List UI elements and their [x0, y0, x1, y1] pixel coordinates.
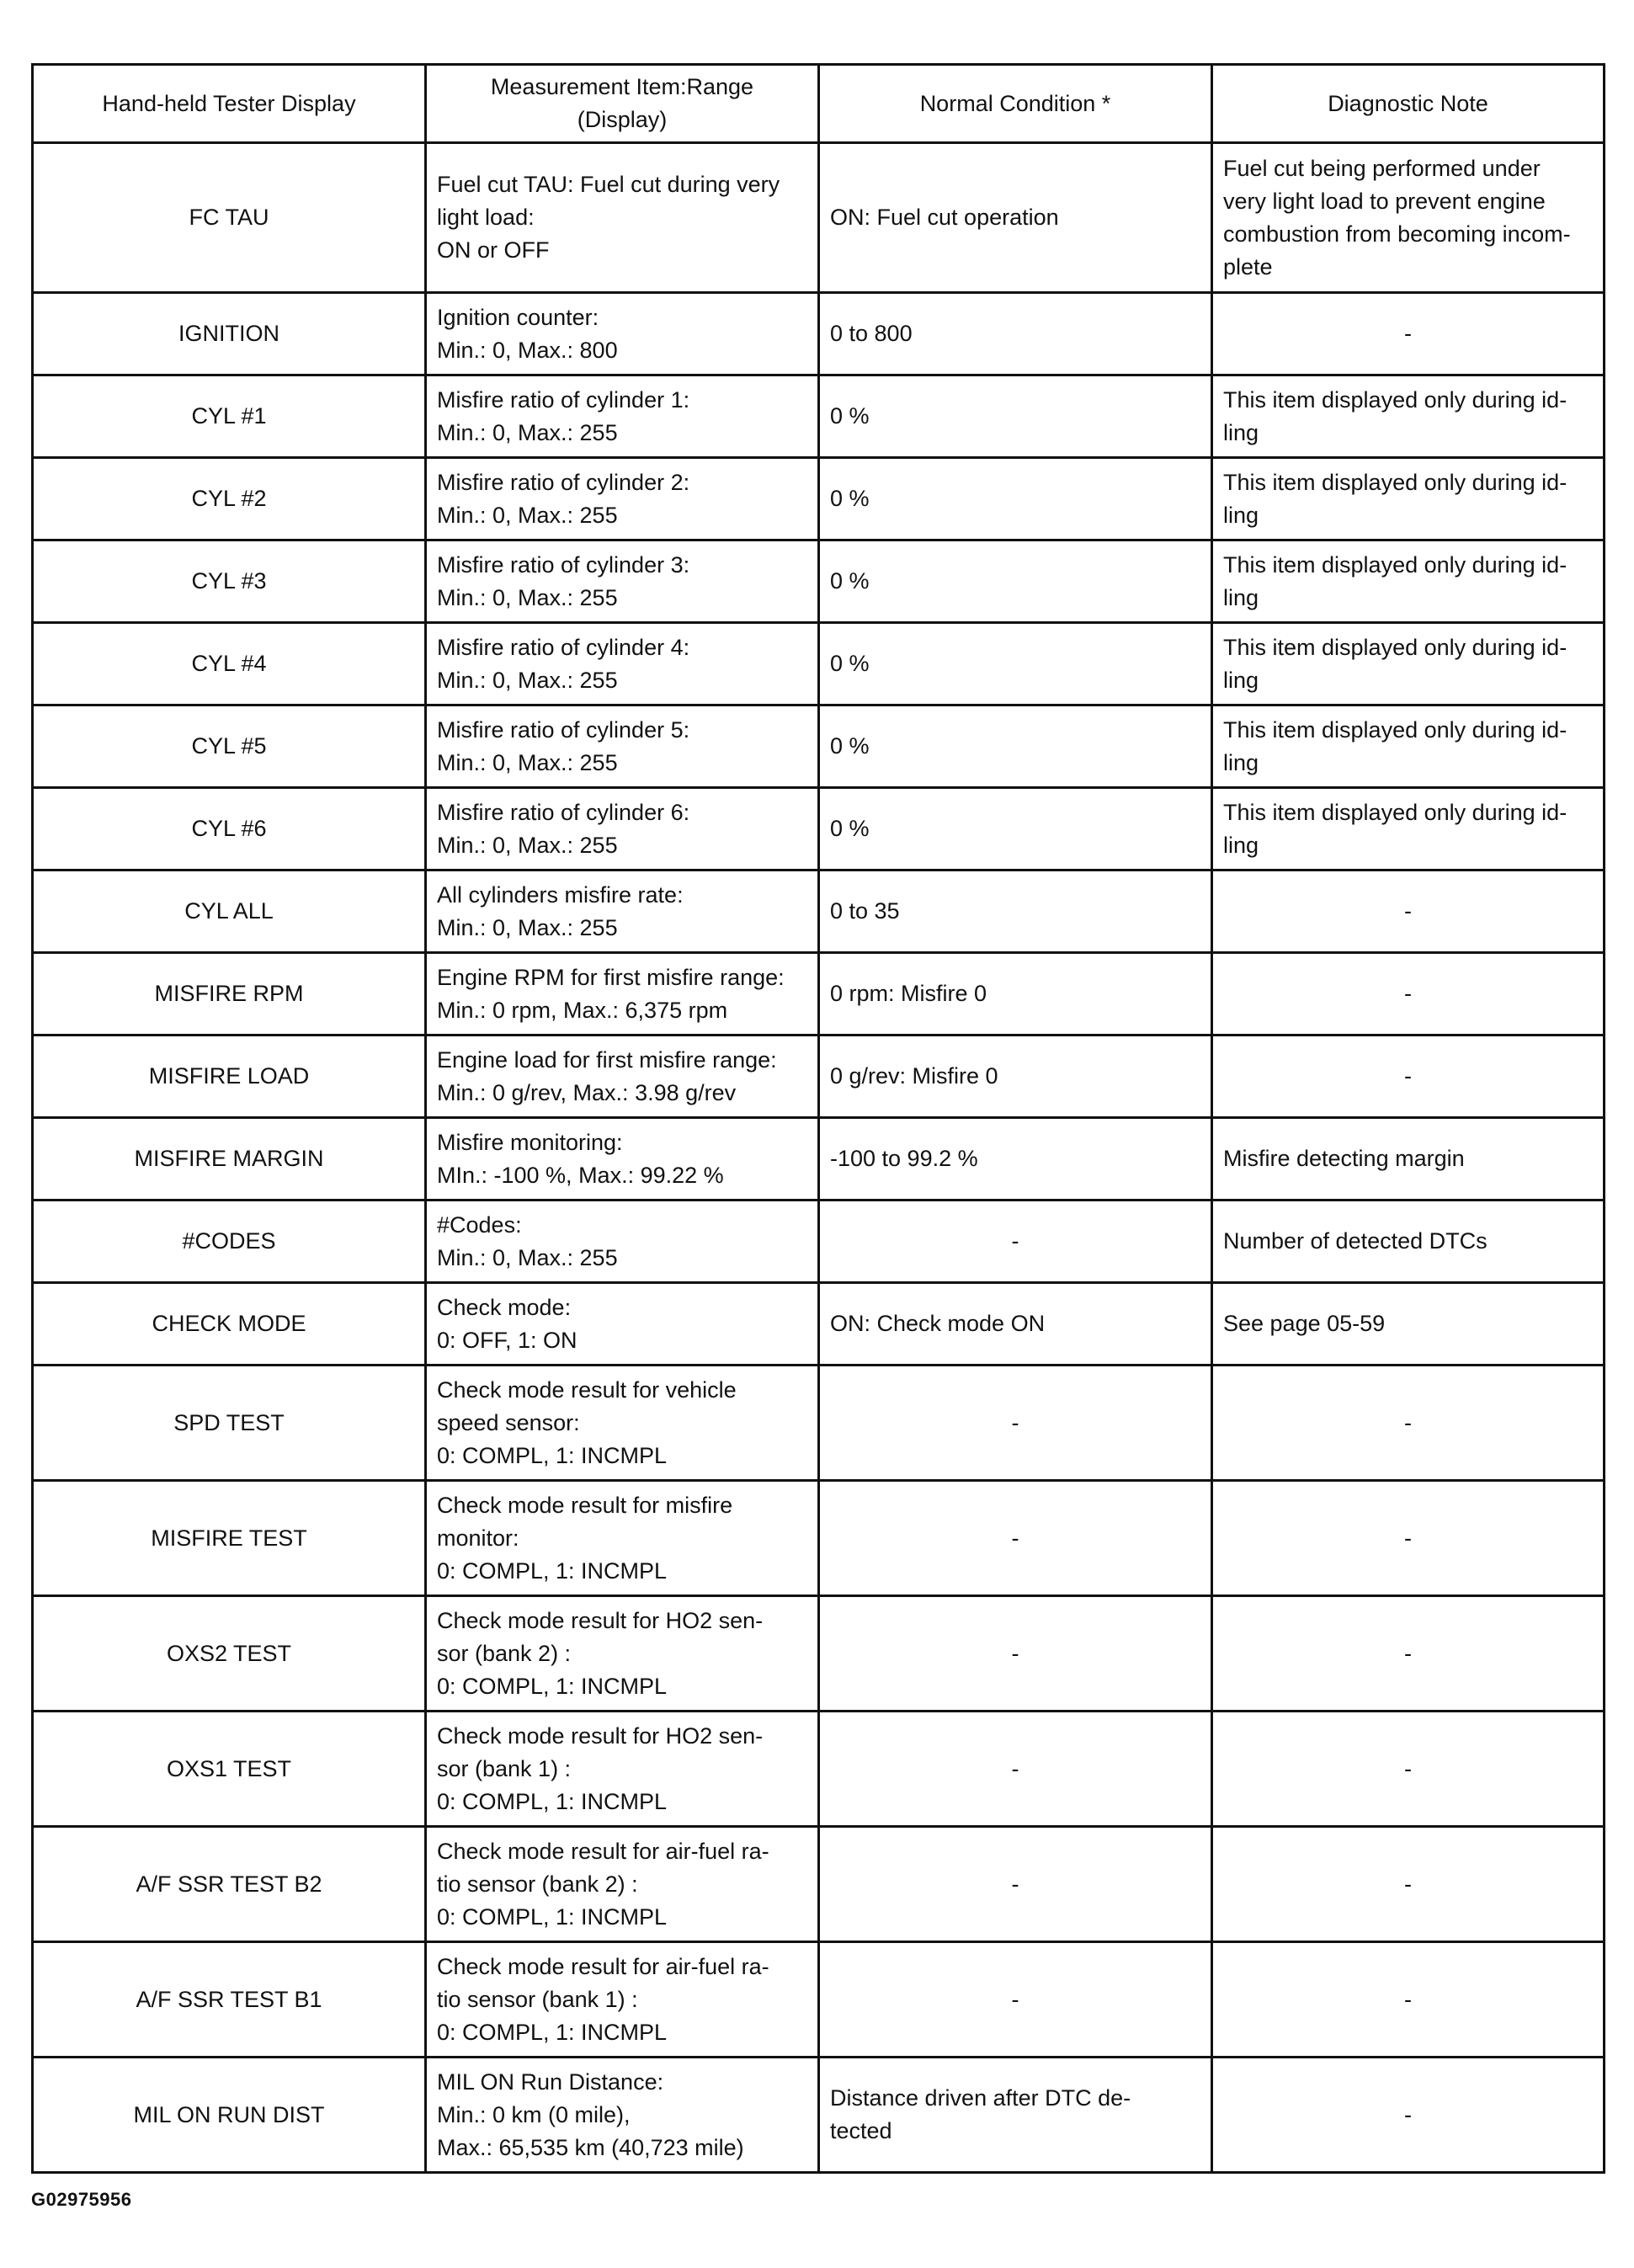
table-row [33, 1036, 1605, 1118]
cell-measurement-item-text: Ignition counter: Min.: 0, Max.: 800 [437, 304, 618, 363]
cell-tester-display [33, 1596, 426, 1712]
cell-measurement-item-text: All cylinders misfire rate: Min.: 0, Max.: 255 [437, 881, 684, 940]
cell-normal-condition [819, 1366, 1212, 1481]
cell-diagnostic-note [1212, 953, 1605, 1036]
cell-tester-display [33, 143, 426, 293]
table-row [33, 1712, 1605, 1827]
cell-diagnostic-note [1212, 375, 1605, 458]
cell-measurement-item [426, 705, 819, 788]
table-row [33, 2058, 1605, 2173]
cell-diagnostic-note-text: - [1404, 2101, 1412, 2127]
cell-normal-condition-text: - [1011, 1228, 1019, 1254]
cell-diagnostic-note [1212, 293, 1605, 375]
cell-measurement-item-text: MIL ON Run Distance: Min.: 0 km (0 mile), Max.: 65,535 km (40,723 mile) [437, 2068, 744, 2160]
cell-measurement-item-text: Check mode result for HO2 sen- sor (bank 1) : 0: COMPL, 1: INCMPL [437, 1722, 764, 1814]
cell-diagnostic-note [1212, 1481, 1605, 1596]
cell-tester-display-text: IGNITION [178, 321, 279, 346]
cell-tester-display-text: A/F SSR TEST B1 [136, 1986, 322, 2012]
cell-tester-display [33, 1712, 426, 1827]
cell-normal-condition [819, 1827, 1212, 1942]
cell-tester-display [33, 1036, 426, 1118]
cell-normal-condition [819, 788, 1212, 870]
cell-normal-condition [819, 293, 1212, 375]
cell-normal-condition [819, 1118, 1212, 1201]
cell-diagnostic-note [1212, 143, 1605, 293]
cell-measurement-item [426, 1596, 819, 1712]
cell-measurement-item-text: Engine RPM for first misfire range: Min.: 0 rpm, Max.: 6,375 rpm [437, 964, 785, 1023]
cell-tester-display [33, 375, 426, 458]
cell-tester-display-text: SPD TEST [173, 1409, 285, 1435]
data-list-table [31, 63, 1605, 2174]
cell-tester-display [33, 2058, 426, 2173]
cell-measurement-item-text: Check mode: 0: OFF, 1: ON [437, 1294, 577, 1353]
cell-tester-display [33, 1201, 426, 1283]
table-row [33, 1366, 1605, 1481]
cell-measurement-item [426, 623, 819, 705]
cell-diagnostic-note [1212, 870, 1605, 953]
table-row [33, 705, 1605, 788]
cell-measurement-item [426, 788, 819, 870]
cell-diagnostic-note-text: - [1404, 1525, 1412, 1551]
table-row [33, 1596, 1605, 1712]
cell-normal-condition-text: 0 % [830, 733, 870, 759]
cell-tester-display-text: OXS1 TEST [166, 1755, 292, 1781]
cell-measurement-item [426, 1712, 819, 1827]
cell-diagnostic-note-text: - [1404, 1986, 1412, 2012]
cell-diagnostic-note-text: This item displayed only during id- ling [1223, 551, 1567, 610]
cell-normal-condition-text: 0 % [830, 816, 870, 841]
cell-diagnostic-note-text: Number of detected DTCs [1223, 1228, 1488, 1254]
cell-tester-display [33, 953, 426, 1036]
cell-measurement-item-text: Misfire monitoring: MIn.: -100 %, Max.: 99.22 % [437, 1129, 724, 1188]
cell-diagnostic-note-text: Fuel cut being performed under very light load to prevent engine combustion from becoming incom- plete [1223, 155, 1571, 280]
cell-normal-condition [819, 1201, 1212, 1283]
cell-tester-display-text: CYL #5 [191, 733, 267, 759]
cell-measurement-item [426, 2058, 819, 2173]
header-measurement-item: Measurement Item:Range (Display) [426, 65, 819, 143]
cell-measurement-item-text: Check mode result for HO2 sen- sor (bank 2) : 0: COMPL, 1: INCMPL [437, 1607, 764, 1699]
table-row [33, 623, 1605, 705]
cell-measurement-item [426, 1118, 819, 1201]
cell-measurement-item [426, 143, 819, 293]
cell-tester-display [33, 1118, 426, 1201]
cell-diagnostic-note [1212, 1201, 1605, 1283]
cell-normal-condition [819, 1036, 1212, 1118]
cell-tester-display [33, 1942, 426, 2058]
table-row [33, 953, 1605, 1036]
cell-normal-condition-text: Distance driven after DTC de- tected [830, 2085, 1131, 2143]
cell-measurement-item [426, 1201, 819, 1283]
cell-tester-display-text: CYL #2 [191, 486, 267, 511]
table-row [33, 788, 1605, 870]
cell-measurement-item-text: Misfire ratio of cylinder 2: Min.: 0, Max.: 255 [437, 469, 690, 528]
cell-normal-condition [819, 1283, 1212, 1366]
cell-normal-condition-text: 0 % [830, 403, 870, 429]
cell-diagnostic-note-text: This item displayed only during id- ling [1223, 469, 1567, 528]
cell-diagnostic-note [1212, 540, 1605, 623]
cell-diagnostic-note [1212, 2058, 1605, 2173]
cell-normal-condition [819, 540, 1212, 623]
cell-diagnostic-note-text: - [1404, 1755, 1412, 1781]
cell-normal-condition-text: 0 to 800 [830, 321, 913, 346]
cell-normal-condition-text: - [1011, 1986, 1019, 2012]
cell-measurement-item-text: Misfire ratio of cylinder 1: Min.: 0, Max.: 255 [437, 386, 690, 445]
cell-measurement-item-text: #Codes: Min.: 0, Max.: 255 [437, 1211, 618, 1270]
cell-tester-display [33, 788, 426, 870]
cell-normal-condition [819, 1596, 1212, 1712]
cell-diagnostic-note [1212, 1712, 1605, 1827]
cell-normal-condition [819, 705, 1212, 788]
table-row [33, 1283, 1605, 1366]
cell-tester-display [33, 870, 426, 953]
cell-diagnostic-note [1212, 1596, 1605, 1712]
cell-diagnostic-note-text: See page 05-59 [1223, 1311, 1386, 1336]
cell-diagnostic-note-text: - [1404, 1063, 1412, 1089]
cell-tester-display-text: CYL #6 [191, 816, 267, 841]
cell-diagnostic-note-text: - [1404, 1409, 1412, 1435]
cell-tester-display-text: CYL #1 [191, 403, 267, 429]
cell-normal-condition-text: ON: Fuel cut operation [830, 205, 1059, 230]
cell-measurement-item-text: Fuel cut TAU: Fuel cut during very light load: ON or OFF [437, 172, 780, 263]
cell-normal-condition-text: 0 % [830, 568, 870, 594]
cell-diagnostic-note-text: This item displayed only during id- ling [1223, 386, 1567, 445]
cell-tester-display [33, 293, 426, 375]
figure-id: G02975956 [31, 2189, 132, 2210]
cell-diagnostic-note-text: - [1404, 981, 1412, 1006]
cell-tester-display-text: MISFIRE RPM [154, 981, 304, 1006]
cell-measurement-item [426, 1366, 819, 1481]
header-row [33, 65, 1605, 143]
table-row [33, 1481, 1605, 1596]
table-row [33, 1118, 1605, 1201]
cell-tester-display-text: MISFIRE LOAD [148, 1063, 310, 1089]
cell-tester-display [33, 1283, 426, 1366]
cell-measurement-item [426, 1036, 819, 1118]
cell-tester-display [33, 1481, 426, 1596]
cell-tester-display-text: CYL ALL [184, 898, 274, 924]
cell-tester-display [33, 623, 426, 705]
cell-measurement-item-text: Check mode result for vehicle speed sensor: 0: COMPL, 1: INCMPL [437, 1376, 737, 1468]
cell-tester-display-text: CYL #3 [191, 568, 267, 594]
cell-normal-condition-text: 0 % [830, 651, 870, 676]
cell-measurement-item-text: Check mode result for air-fuel ra- tio sensor (bank 2) : 0: COMPL, 1: INCMPL [437, 1838, 769, 1930]
cell-measurement-item [426, 1283, 819, 1366]
cell-normal-condition [819, 1712, 1212, 1827]
cell-normal-condition [819, 870, 1212, 953]
cell-normal-condition [819, 623, 1212, 705]
cell-measurement-item [426, 1942, 819, 2058]
cell-normal-condition [819, 1481, 1212, 1596]
table-row [33, 1942, 1605, 2058]
table-row [33, 458, 1605, 540]
cell-measurement-item [426, 870, 819, 953]
cell-tester-display [33, 458, 426, 540]
cell-diagnostic-note [1212, 1366, 1605, 1481]
cell-normal-condition-text: - [1011, 1755, 1019, 1781]
cell-measurement-item [426, 375, 819, 458]
cell-measurement-item-text: Misfire ratio of cylinder 5: Min.: 0, Max.: 255 [437, 716, 690, 775]
cell-diagnostic-note [1212, 788, 1605, 870]
cell-diagnostic-note-text: - [1404, 1640, 1412, 1666]
cell-diagnostic-note-text: This item displayed only during id- ling [1223, 634, 1567, 693]
cell-diagnostic-note-text: This item displayed only during id- ling [1223, 716, 1567, 775]
cell-tester-display [33, 1366, 426, 1481]
table-row [33, 870, 1605, 953]
table-body [33, 143, 1605, 2173]
cell-normal-condition-text: 0 rpm: Misfire 0 [830, 981, 987, 1006]
cell-normal-condition [819, 953, 1212, 1036]
cell-tester-display [33, 705, 426, 788]
cell-diagnostic-note [1212, 623, 1605, 705]
cell-diagnostic-note [1212, 705, 1605, 788]
cell-measurement-item [426, 953, 819, 1036]
cell-normal-condition-text: 0 to 35 [830, 898, 900, 924]
cell-normal-condition [819, 375, 1212, 458]
table-row [33, 1201, 1605, 1283]
cell-tester-display-text: #CODES [182, 1228, 276, 1254]
cell-measurement-item-text: Misfire ratio of cylinder 3: Min.: 0, Max.: 255 [437, 551, 690, 610]
cell-measurement-item [426, 1827, 819, 1942]
cell-normal-condition-text: - [1011, 1871, 1019, 1897]
cell-tester-display-text: CHECK MODE [152, 1311, 306, 1336]
table-row [33, 1827, 1605, 1942]
cell-diagnostic-note-text: - [1404, 321, 1412, 346]
cell-normal-condition [819, 2058, 1212, 2173]
cell-measurement-item [426, 1481, 819, 1596]
cell-normal-condition [819, 1942, 1212, 2058]
cell-tester-display-text: OXS2 TEST [166, 1640, 292, 1666]
cell-normal-condition-text: - [1011, 1525, 1019, 1551]
cell-measurement-item-text: Check mode result for misfire monitor: 0: COMPL, 1: INCMPL [437, 1492, 733, 1584]
cell-tester-display [33, 540, 426, 623]
cell-tester-display-text: CYL #4 [191, 651, 267, 676]
cell-normal-condition-text: 0 g/rev: Misfire 0 [830, 1063, 998, 1089]
table-row [33, 293, 1605, 375]
table-row [33, 375, 1605, 458]
cell-measurement-item [426, 458, 819, 540]
cell-diagnostic-note [1212, 1118, 1605, 1201]
cell-measurement-item-text: Engine load for first misfire range: Min.: 0 g/rev, Max.: 3.98 g/rev [437, 1046, 777, 1105]
cell-diagnostic-note-text: - [1404, 898, 1412, 924]
cell-tester-display-text: A/F SSR TEST B2 [136, 1871, 322, 1897]
cell-diagnostic-note [1212, 458, 1605, 540]
cell-normal-condition [819, 458, 1212, 540]
cell-tester-display [33, 1827, 426, 1942]
cell-measurement-item [426, 293, 819, 375]
cell-tester-display-text: FC TAU [189, 205, 269, 230]
cell-diagnostic-note-text: - [1404, 1871, 1412, 1897]
cell-tester-display-text: MISFIRE MARGIN [134, 1146, 324, 1171]
cell-diagnostic-note [1212, 1827, 1605, 1942]
cell-normal-condition-text: ON: Check mode ON [830, 1311, 1046, 1336]
cell-normal-condition [819, 143, 1212, 293]
table-row [33, 540, 1605, 623]
cell-tester-display-text: MIL ON RUN DIST [133, 2101, 325, 2127]
table-row [33, 143, 1605, 293]
table-header [33, 65, 1605, 143]
header-diagnostic-note: Diagnostic Note [1212, 65, 1605, 143]
cell-measurement-item-text: Check mode result for air-fuel ra- tio sensor (bank 1) : 0: COMPL, 1: INCMPL [437, 1953, 769, 2045]
cell-diagnostic-note [1212, 1036, 1605, 1118]
cell-normal-condition-text: -100 to 99.2 % [830, 1146, 978, 1171]
cell-measurement-item [426, 540, 819, 623]
cell-tester-display-text: MISFIRE TEST [151, 1525, 307, 1551]
header-normal-condition: Normal Condition * [819, 65, 1212, 143]
cell-normal-condition-text: - [1011, 1409, 1019, 1435]
cell-measurement-item-text: Misfire ratio of cylinder 4: Min.: 0, Max.: 255 [437, 634, 690, 693]
cell-measurement-item-text: Misfire ratio of cylinder 6: Min.: 0, Max.: 255 [437, 799, 690, 858]
cell-normal-condition-text: - [1011, 1640, 1019, 1666]
cell-normal-condition-text: 0 % [830, 486, 870, 511]
cell-diagnostic-note-text: This item displayed only during id- ling [1223, 799, 1567, 858]
cell-diagnostic-note [1212, 1942, 1605, 2058]
header-tester-display: Hand-held Tester Display [33, 65, 426, 143]
cell-diagnostic-note-text: Misfire detecting margin [1223, 1146, 1465, 1171]
cell-diagnostic-note [1212, 1283, 1605, 1366]
